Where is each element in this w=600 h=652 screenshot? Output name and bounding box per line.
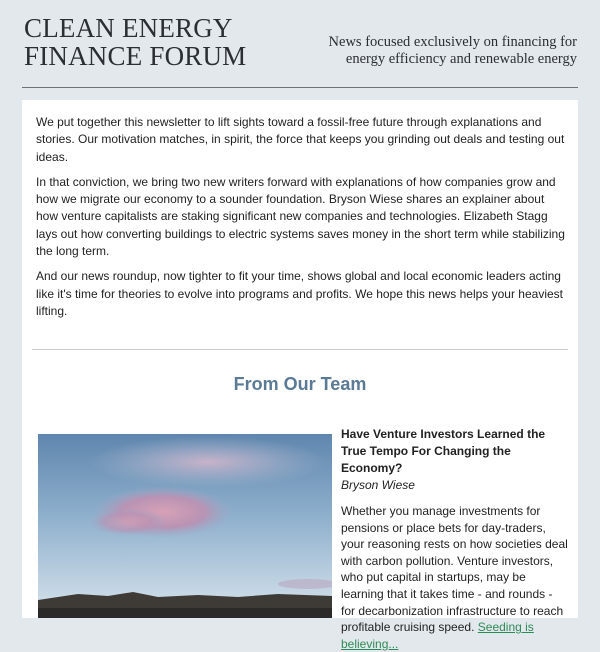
intro-paragraph-1: We put together this newsletter to lift sights toward a fossil-free future through explanations and stories. Our motivation matches, in spirit, the force that keeps you grinding out deals and testing out ideas. xyxy=(36,115,565,164)
article-body xyxy=(341,503,569,652)
tagline-line-2: energy efficiency and renewable energy xyxy=(345,51,577,67)
read-more-link[interactable]: Seeding is believing... xyxy=(341,620,534,651)
cloud-wisp xyxy=(88,436,328,488)
article-body-text: Whether you manage investments for pensions or place bets for day-traders, your reasoning rests on how societies deal with carbon pollution. Venture investors, who put capital in startups, may be learning that it takes time - and rounds - for decarbonization infrastructure to reach profitable cruising speed. xyxy=(341,504,568,635)
intro-text xyxy=(36,114,566,328)
intro-paragraph-3: And our news roundup, now tighter to fit your time, shows global and local economic leaders acting like it's time for theories to evolve into programs and profits. We hope this news helps your heaviest lifting. xyxy=(36,269,563,318)
newsletter-body xyxy=(22,100,578,651)
article-photo[interactable] xyxy=(38,434,332,618)
header-divider xyxy=(22,87,578,88)
section-divider xyxy=(32,349,568,350)
tagline-line-1: News focused exclusively on financing for xyxy=(328,34,577,50)
article-author: Bryson Wiese xyxy=(341,478,415,492)
intro-paragraph-2: In that conviction, we bring two new writers forward with explanations of how companies grow and how we migrate our economy to a sounder foundation. Bryson Wiese shares an explainer about how venture capitalists are staking significant new companies and technologies. Elizabeth Stagg lays out how converting buildings to electric systems saves money in the short term while stabilizing the long term. xyxy=(36,174,565,259)
ground xyxy=(38,608,332,618)
article-title[interactable]: Have Venture Investors Learned the True Tempo For Changing the Economy? xyxy=(341,427,546,475)
tagline xyxy=(329,34,577,68)
logo[interactable] xyxy=(24,14,246,70)
section-title: From Our Team xyxy=(233,374,367,394)
article-teaser xyxy=(341,426,569,652)
logo-line-1: CLEAN ENERGY xyxy=(24,13,233,43)
pink-cloud-tail xyxy=(88,508,168,536)
newsletter-header xyxy=(0,0,600,88)
logo-line-2: FINANCE FORUM xyxy=(24,41,247,71)
